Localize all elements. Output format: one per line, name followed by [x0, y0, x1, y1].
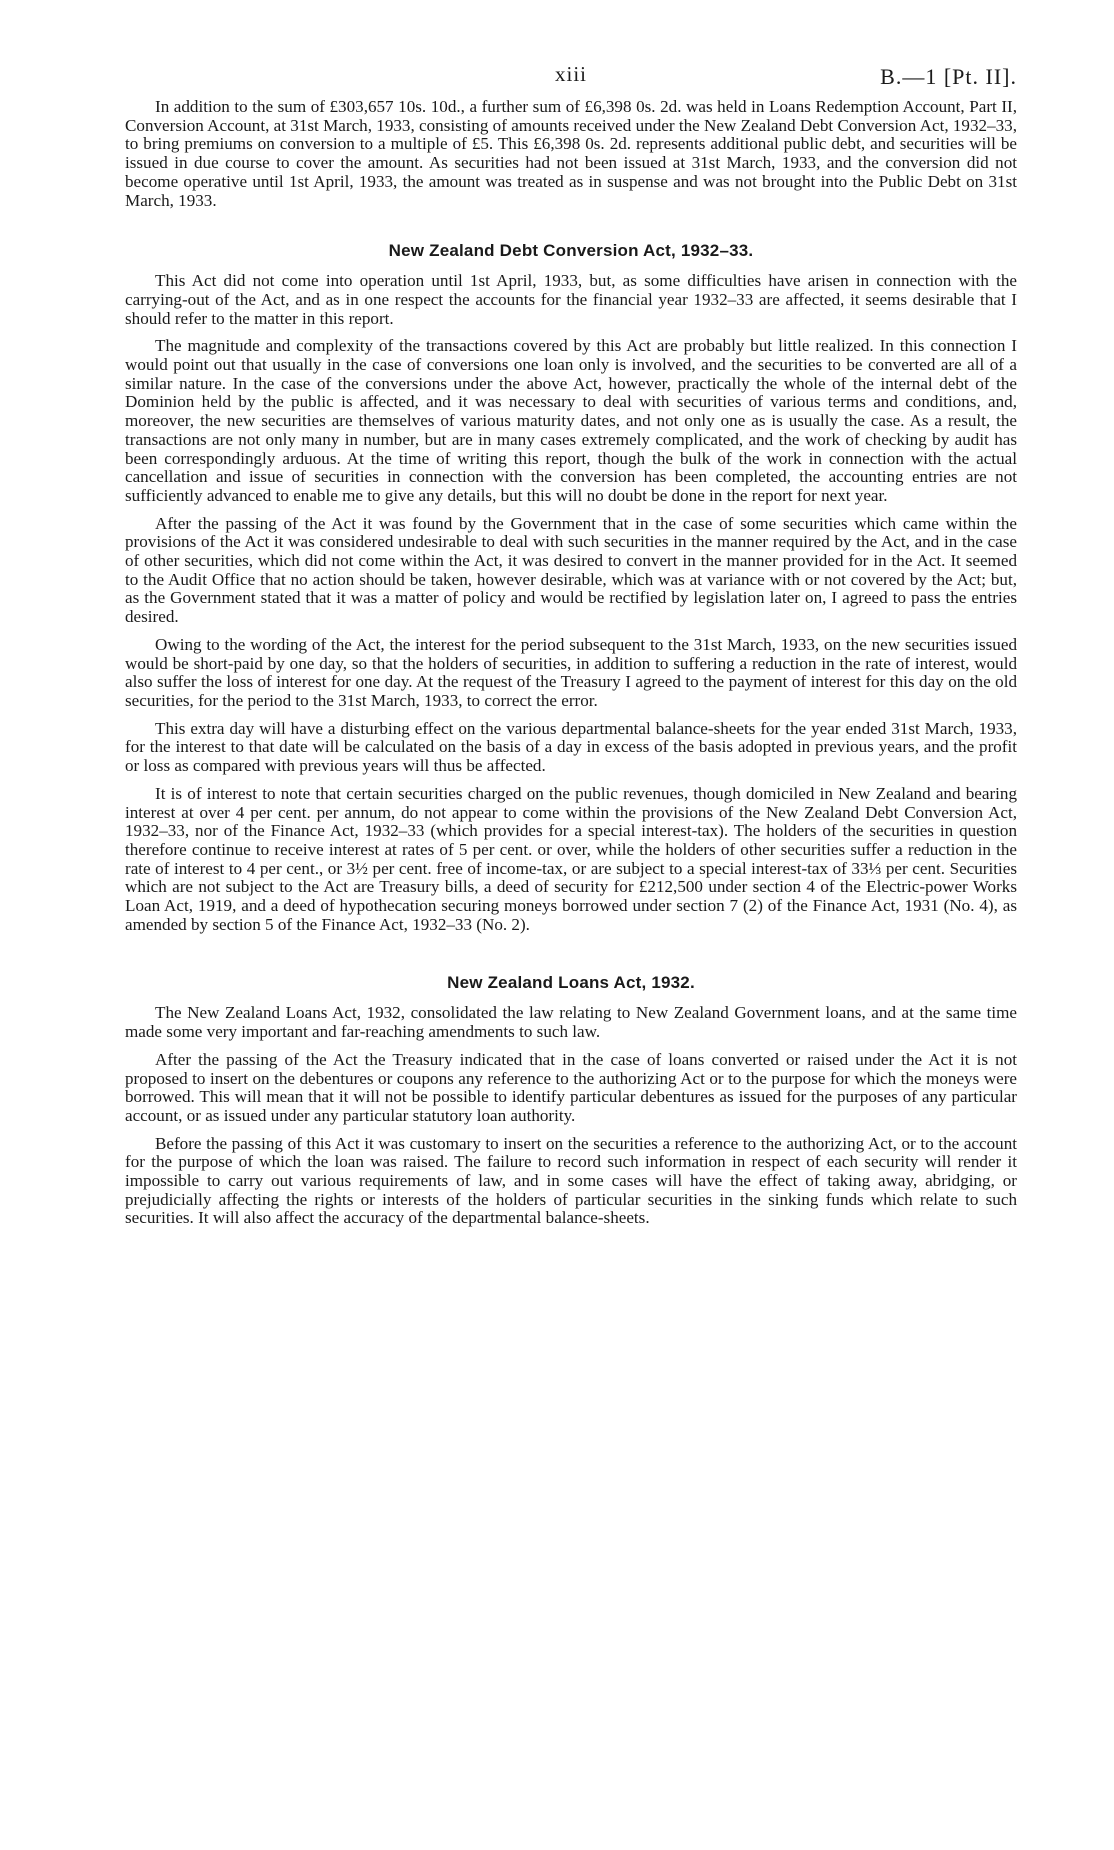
paragraph: This Act did not come into operation until 1st April, 1933, but, as some difficulties have arisen in connection with the carrying-out of the Act, and as in one respect the accounts for the financial year 1932–33 are affected, it seems desirable that I should refer to the matter in this report. [125, 271, 1017, 328]
paragraph: After the passing of the Act the Treasury indicated that in the case of loans converted or raised under the Act it is not proposed to insert on the debentures or coupons any reference to the authorizing Act or to the purpose for which the moneys were borrowed. This will mean that it will not be possible to identify particular debentures as issued for the purposes of any particular account, or as issued under any particular statutory loan authority. [125, 1049, 1017, 1125]
section-heading-debt-conversion: New Zealand Debt Conversion Act, 1932–33. [388, 241, 754, 261]
document-reference: B.—1 [Pt. II]. [880, 64, 1017, 89]
paragraph: The New Zealand Loans Act, 1932, consolidated the law relating to New Zealand Government loans, and at the same time made some very important and far-reaching amendments to such law. [125, 1003, 1017, 1042]
paragraph: The magnitude and complexity of the transactions covered by this Act are probably but little realized. In this connection I would point out that usually in the case of conversions one loan only is involved, and the securities to be converted are all of a similar nature. In the case of the conversions under the above Act, however, practically the whole of the internal debt of the Dominion held by the public is affected, and it was necessary to deal with securities of various terms and conditions, and, moreover, the new securities are themselves of various maturity dates, and not only one as is usually the case. As a result, the transactions are not only many in number, but are in many cases extremely complicated, and the work of checking by audit has been correspondingly arduous. At the time of writing this report, though the bulk of the work in connection with the actual cancellation and issue of securities in connection with the conversion has been completed, the accounting entries are not sufficiently advanced to enable me to give any details, but this will no doubt be done in the report for next year. [125, 336, 1017, 505]
document-page [125, 58, 1017, 1237]
page-header [125, 58, 1017, 98]
paragraph: This extra day will have a disturbing effect on the various departmental balance-sheets for the year ended 31st March, 1933, for the interest to that date will be calculated on the basis of a day in excess of the basis adopted in previous years, and the profit or loss as compared with previous years will thus be affected. [125, 718, 1017, 776]
intro-paragraph: In addition to the sum of £303,657 10s. 10d., a further sum of £6,398 0s. 2d. was held in Loans Redemption Account, Part II, Conversion Account, at 31st March, 1933, consisting of amounts received under the New Zealand Debt Conversion Act, 1932–33, to bring premiums on conversion to a multiple of £5. This £6,398 0s. 2d. represents additional public debt, and securities will be issued in due course to cover the amount. As securities had not been issued at 31st March, 1933, and the conversion did not become operative until 1st April, 1933, the amount was treated as in suspense and was not brought into the Public Debt on 31st March, 1933. [125, 97, 1017, 210]
page-number: xiii [554, 62, 587, 86]
paragraph: It is of interest to note that certain securities charged on the public revenues, though domiciled in New Zealand and bearing interest at over 4 per cent. per annum, do not appear to come within the provisions of the New Zealand Debt Conversion Act, 1932–33, nor of the Finance Act, 1932–33 (which provides for a special interest-tax). The holders of the securities in question therefore continue to receive interest at rates of 5 per cent. or over, while the holders of other securities suffer a reduction in the rate of interest to 4 per cent., or 3½ per cent. free of income-tax, or are subject to a special interest-tax of 33⅓ per cent. Securities which are not subject to the Act are Treasury bills, a deed of security for £212,500 under section 4 of the Electric-power Works Loan Act, 1919, and a deed of hypothecation securing moneys borrowed under section 7 (2) of the Finance Act, 1931 (No. 4), as amended by section 5 of the Finance Act, 1932–33 (No. 2). [125, 783, 1017, 934]
paragraph: After the passing of the Act it was found by the Government that in the case of some securities which came within the provisions of the Act it was considered undesirable to deal with such securities in the manner required by the Act, and in the case of other securities, which did not come within the Act, it was desired to convert in the manner provided for in the Act. It seemed to the Audit Office that no action should be taken, however desirable, which was at variance with or not covered by the Act; but, as the Government stated that it was a matter of policy and would be rectified by legislation later on, I agreed to pass the entries desired. [125, 513, 1017, 627]
paragraph: Before the passing of this Act it was customary to insert on the securities a reference to the authorizing Act, or to the account for the purpose of which the loan was raised. The failure to record such information in respect of each security will render it impossible to carry out various requirements of law, and in some cases will have the effect of taking away, abridging, or prejudicially affecting the rights or interests of the holders of particular securities in the sinking funds which relate to such securities. It will also affect the accuracy of the departmental balance-sheets. [125, 1133, 1017, 1228]
section-heading-loans-act: New Zealand Loans Act, 1932. [447, 973, 695, 993]
paragraph: Owing to the wording of the Act, the interest for the period subsequent to the 31st March, 1933, on the new securities issued would be short-paid by one day, so that the holders of securities, in addition to suffering a reduction in the rate of interest, would also suffer the loss of interest for one day. At the request of the Treasury I agreed to the payment of interest for this day on the old securities, for the period to the 31st March, 1933, to correct the error. [125, 634, 1017, 710]
